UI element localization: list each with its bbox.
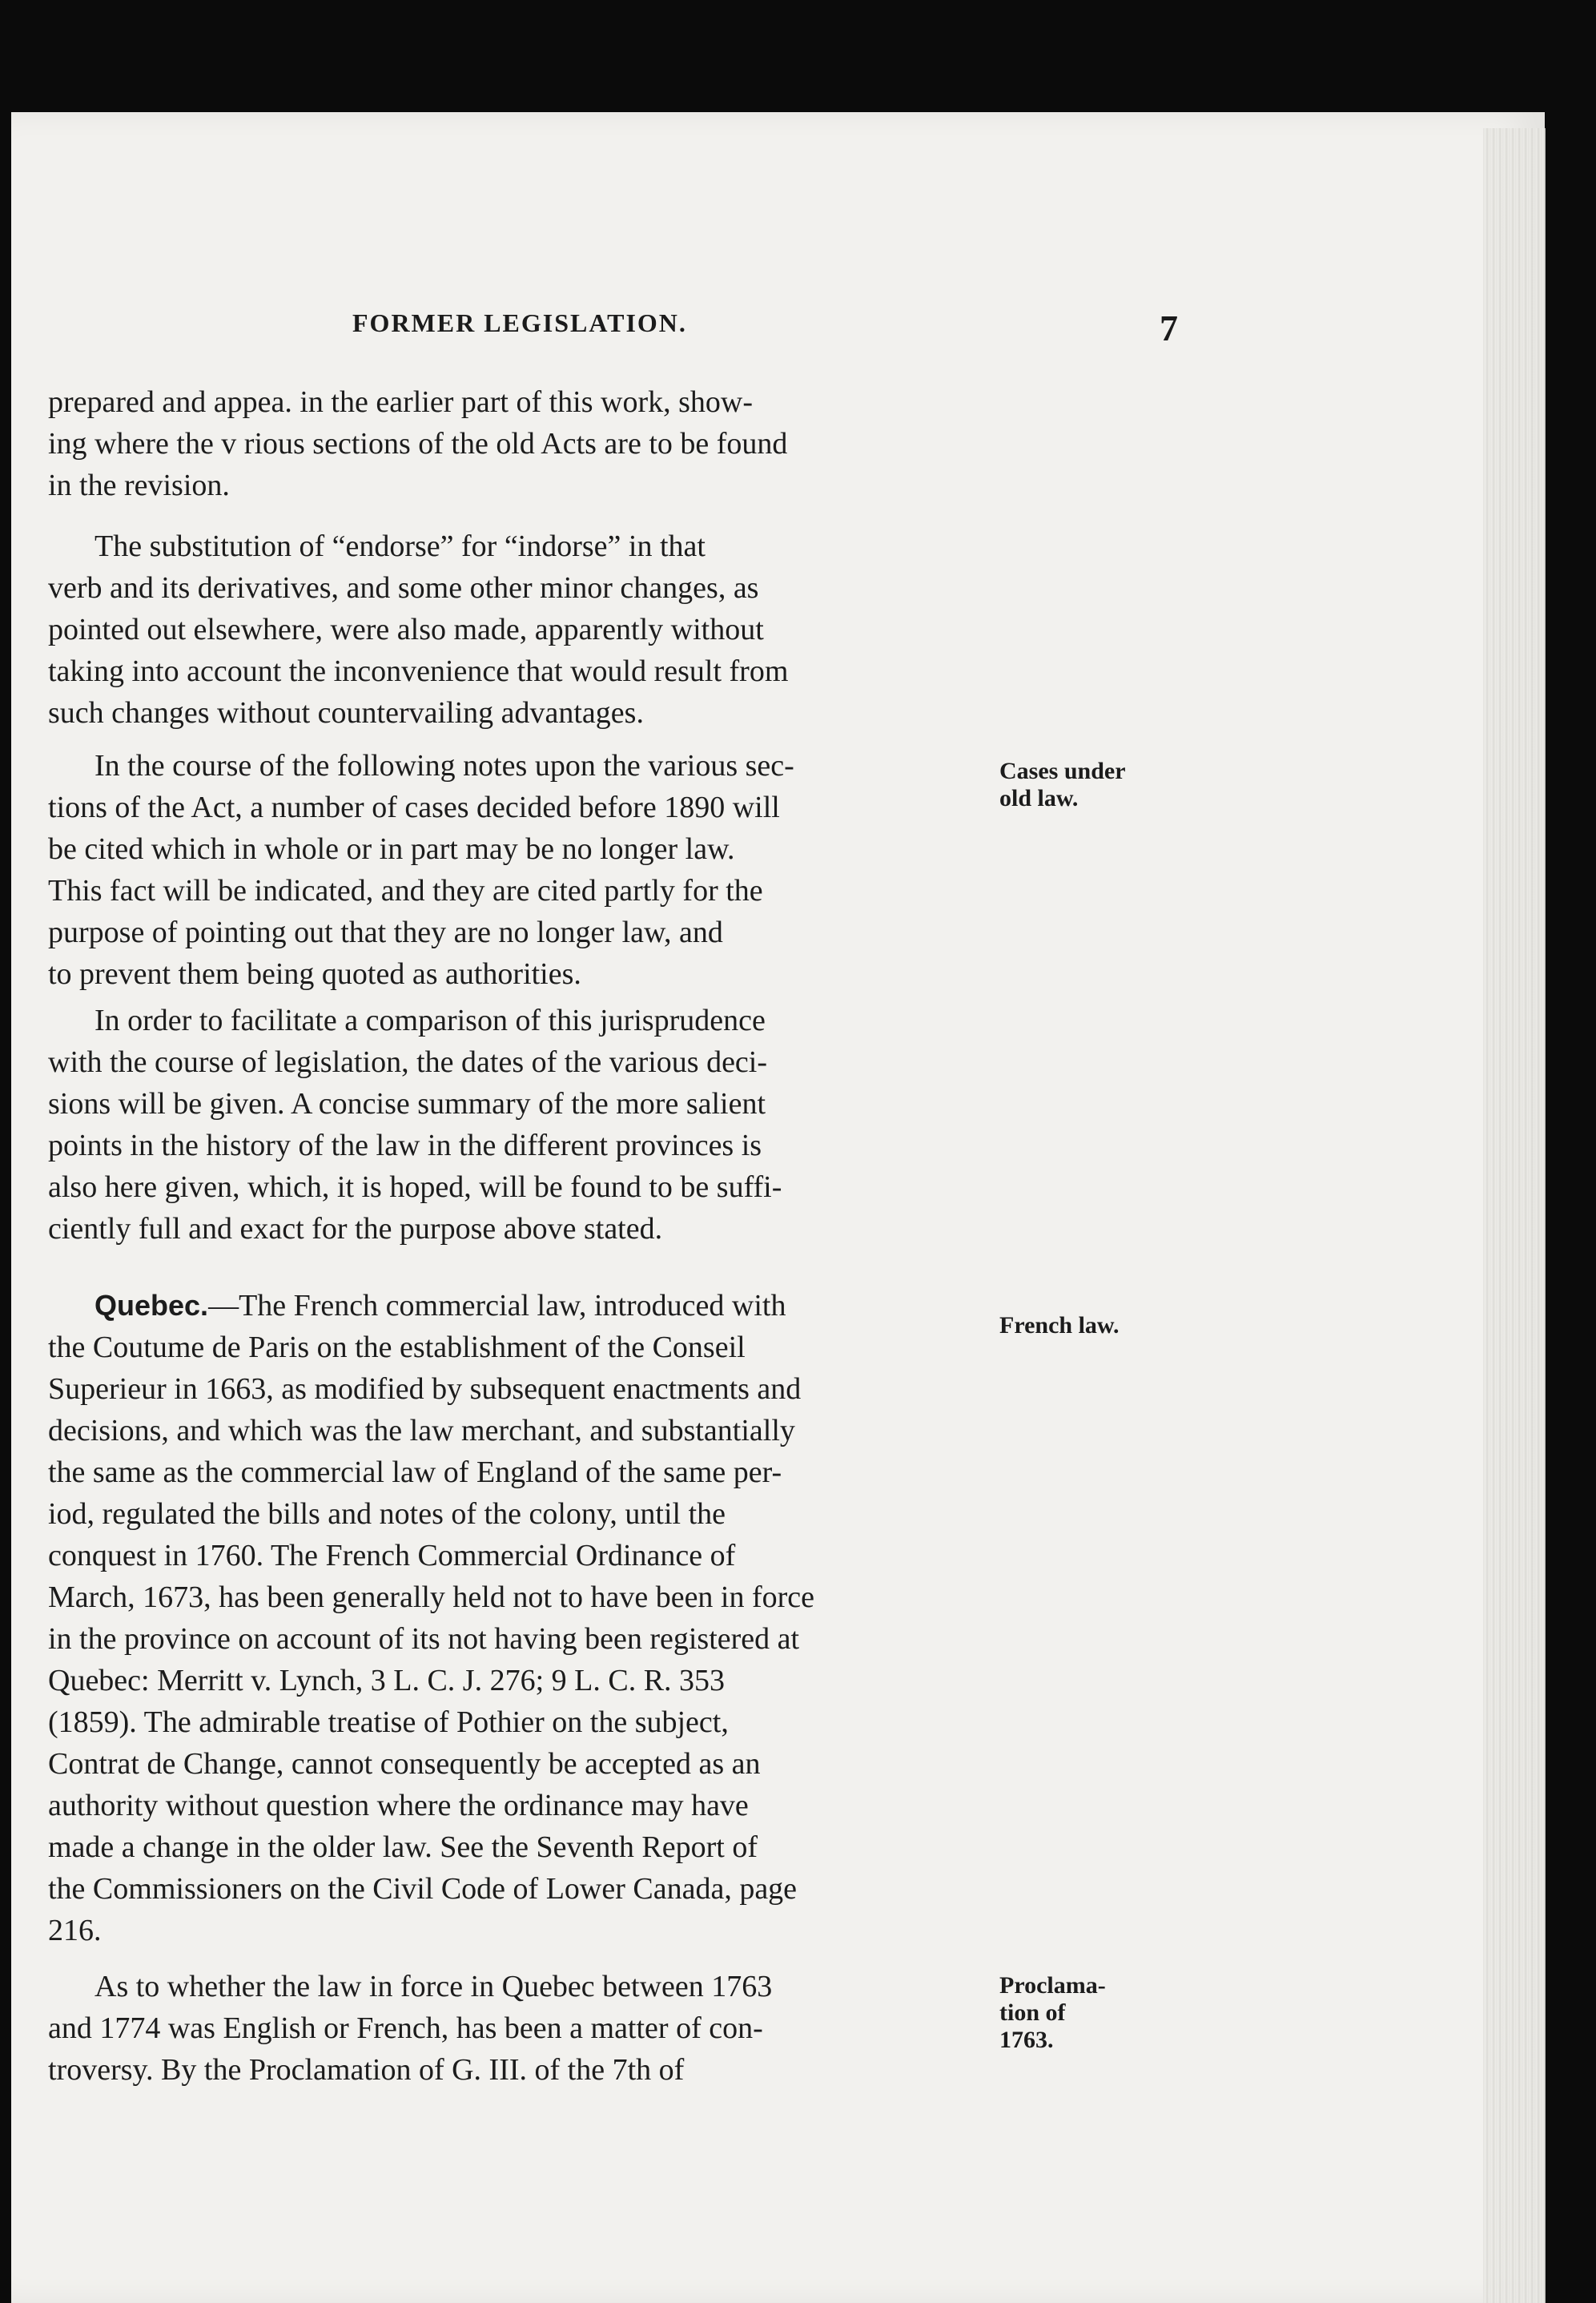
margin-note-line: 1763. bbox=[999, 2027, 1054, 2053]
paragraph-4 bbox=[48, 1000, 995, 1250]
text-line: the Coutume de Paris on the establishment of the Conseil bbox=[48, 1331, 746, 1364]
paragraph-quebec bbox=[48, 1285, 995, 1951]
text-line: In the course of the following notes upon the various sec- bbox=[94, 749, 794, 783]
bleed-through-text bbox=[1365, 1057, 1402, 1522]
text-line: troversy. By the Proclamation of G. III. of the 7th of bbox=[48, 2053, 685, 2087]
paragraph-3 bbox=[48, 745, 995, 995]
text-line: pointed out elsewhere, were also made, apparently without bbox=[48, 613, 764, 646]
text-line: purpose of pointing out that they are no longer law, and bbox=[48, 916, 723, 949]
margin-note-proclamation-1763 bbox=[999, 1972, 1106, 2054]
page-number: 7 bbox=[1160, 308, 1178, 348]
text-line: the Commissioners on the Civil Code of Lower Canada, page bbox=[48, 1872, 798, 1906]
text-line: authority without question where the ordinance may have bbox=[48, 1789, 749, 1822]
text-line: ciently full and exact for the purpose above stated. bbox=[48, 1212, 663, 1246]
running-head: FORMER LEGISLATION. bbox=[352, 308, 687, 337]
text-line: taking into account the inconvenience that would result from bbox=[48, 654, 789, 688]
section-lead-quebec: Quebec. bbox=[94, 1289, 209, 1322]
text-line: also here given, which, it is hoped, will be found to be suffi- bbox=[48, 1170, 782, 1204]
margin-note-line: Proclama- bbox=[999, 1972, 1106, 1999]
text-line bbox=[48, 1285, 995, 1327]
text-line: such changes without countervailing advantages. bbox=[48, 696, 644, 730]
margin-note-line: Cases under bbox=[999, 758, 1126, 784]
paragraph-1 bbox=[48, 381, 995, 506]
text-line: Superieur in 1663, as modified by subsequent enactments and bbox=[48, 1372, 802, 1406]
text-line: decisions, and which was the law merchant, and substantially bbox=[48, 1414, 795, 1447]
margin-note-cases-under-old-law bbox=[999, 758, 1126, 812]
text-line: ing where the v rious sections of the old Acts are to be found bbox=[48, 427, 788, 461]
text-line: This fact will be indicated, and they are cited partly for the bbox=[48, 874, 763, 908]
text-line: verb and its derivatives, and some other minor changes, as bbox=[48, 571, 759, 605]
text-line: (1859). The admirable treatise of Pothier on the subject, bbox=[48, 1705, 729, 1739]
text-line: The substitution of “endorse” for “indorse” in that bbox=[94, 529, 706, 563]
text-line: As to whether the law in force in Quebec between 1763 bbox=[94, 1970, 773, 2003]
text-line: made a change in the older law. See the Seventh Report of bbox=[48, 1830, 758, 1864]
margin-note-line: old law. bbox=[999, 785, 1079, 811]
margin-note-french-law bbox=[999, 1312, 1119, 1339]
text-line: prepared and appea. in the earlier part of this work, show- bbox=[48, 385, 753, 419]
text-line: the same as the commercial law of England of the same per- bbox=[48, 1455, 782, 1489]
text-line: tions of the Act, a number of cases decided before 1890 will bbox=[48, 791, 780, 824]
text-line: with the course of legislation, the dates of the various deci- bbox=[48, 1045, 768, 1079]
text-line: to prevent them being quoted as authorities. bbox=[48, 957, 581, 991]
text-line: Contrat de Change, cannot consequently be accepted as an bbox=[48, 1747, 761, 1781]
margin-note-line: French law. bbox=[999, 1312, 1120, 1339]
text-line: points in the history of the law in the different provinces is bbox=[48, 1129, 762, 1162]
text-line: iod, regulated the bills and notes of the colony, until the bbox=[48, 1497, 726, 1531]
page-stack-edge bbox=[1483, 128, 1546, 2303]
margin-note-line: tion of bbox=[999, 1999, 1066, 2026]
text-line: In order to facilitate a comparison of this jurisprudence bbox=[94, 1004, 766, 1037]
text-line: be cited which in whole or in part may be no longer law. bbox=[48, 832, 735, 866]
text-line: March, 1673, has been generally held not to have been in force bbox=[48, 1580, 815, 1614]
text-line: in the province on account of its not having been registered at bbox=[48, 1622, 800, 1656]
paragraph-2 bbox=[48, 525, 995, 734]
text-line: in the revision. bbox=[48, 469, 230, 502]
text-line: and 1774 was English or French, has been a matter of con- bbox=[48, 2011, 763, 2045]
text-line: 216. bbox=[48, 1914, 102, 1947]
text-line: Quebec: Merritt v. Lynch, 3 L. C. J. 276; 9 L. C. R. 353 bbox=[48, 1664, 726, 1697]
text-line: sions will be given. A concise summary of the more salient bbox=[48, 1087, 766, 1121]
text-run: —The French commercial law, introduced with bbox=[208, 1289, 786, 1323]
text-line: conquest in 1760. The French Commercial Ordinance of bbox=[48, 1539, 736, 1572]
paragraph-6 bbox=[48, 1966, 995, 2091]
